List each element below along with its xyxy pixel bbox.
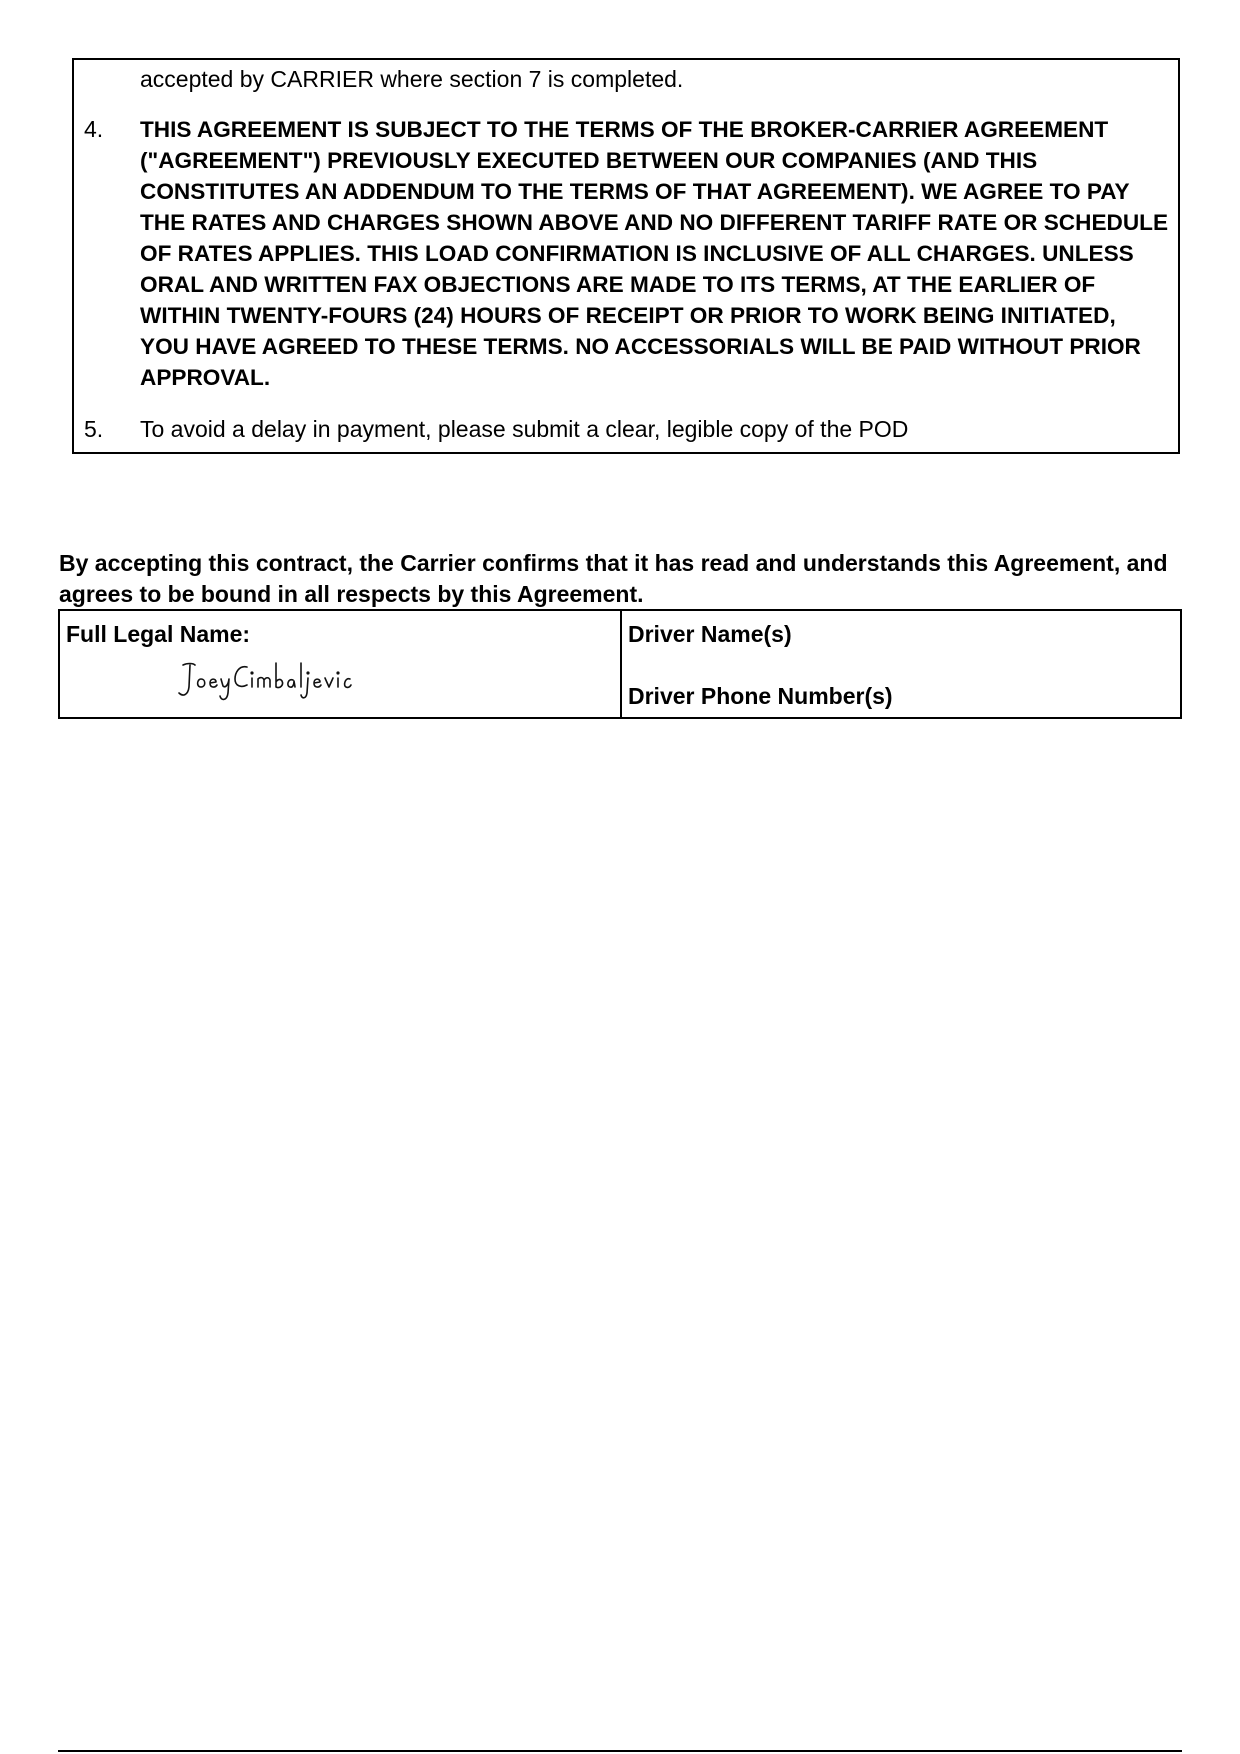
term-text: To avoid a delay in payment, please submit a clear, legible copy of the POD bbox=[140, 416, 909, 442]
terms-box bbox=[72, 58, 1180, 454]
signature-table bbox=[58, 609, 1182, 719]
term-number: 5. bbox=[84, 416, 104, 442]
driver-phone-label: Driver Phone Number(s) bbox=[628, 683, 893, 709]
term-item-5 bbox=[84, 414, 1170, 445]
term-item-4 bbox=[84, 114, 1170, 393]
driver-names-label: Driver Name(s) bbox=[628, 621, 792, 647]
acceptance-statement: By accepting this contract, the Carrier confirms that it has read and understands this Agreement, and agrees to be bound in all respects by this Agreement. bbox=[59, 550, 1168, 607]
handwritten-signature bbox=[173, 657, 373, 705]
term-text: THIS AGREEMENT IS SUBJECT TO THE TERMS OF THE BROKER-CARRIER AGREEMENT ("AGREEMENT") PREVIOUSLY EXECUTED BETWEEN OUR COMPANIES (AND THIS CONSTITUTES AN ADDENDUM TO THE TERMS OF THAT AGREEMENT). WE AGREE TO PAY THE RATES AND CHARGES SHOWN ABOVE AND NO DIFFERENT TARIFF RATE OR SCHEDULE OF RATES APPLIES. THIS LOAD CONFIRMATION IS INCLUSIVE OF ALL CHARGES. UNLESS ORAL AND WRITTEN FAX OBJECTIONS ARE MADE TO ITS TERMS, AT THE EARLIER OF WITHIN TWENTY-FOURS (24) HOURS OF RECEIPT OR PRIOR TO WORK BEING INITIATED, YOU HAVE AGREED TO THESE TERMS. NO ACCESSORIALS WILL BE PAID WITHOUT PRIOR APPROVAL. bbox=[140, 117, 1169, 390]
terms-continuation-text: accepted by CARRIER where section 7 is completed. bbox=[140, 66, 684, 92]
table-divider bbox=[620, 611, 622, 717]
full-legal-name-label: Full Legal Name: bbox=[66, 621, 251, 647]
page-bottom-rule bbox=[58, 1750, 1182, 1752]
term-number: 4. bbox=[84, 116, 104, 142]
